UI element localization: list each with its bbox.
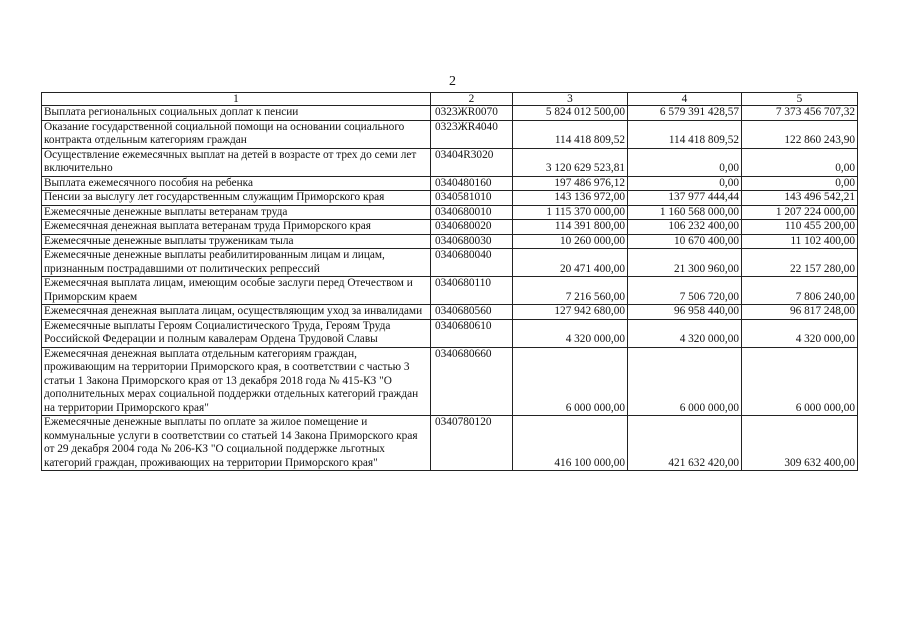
table-row	[42, 191, 858, 206]
row-name: Ежемесячная денежная выплата отдельным категориям граждан, проживающим на территории Приморского края, в соответствии с частью 3 статьи 1 Закона Приморского края от 13 декабря 2018 года № 415-КЗ "О дополнительных мерах социальной поддержки отдельных категорий граждан на территории Приморского края"	[42, 347, 431, 416]
row-value-col3: 114 418 809,52	[513, 120, 628, 148]
row-value-col4: 10 670 400,00	[628, 234, 742, 249]
table-row	[42, 176, 858, 191]
row-value-col5: 110 455 200,00	[742, 220, 858, 235]
row-value-col5: 143 496 542,21	[742, 191, 858, 206]
row-value-col3: 114 391 800,00	[513, 220, 628, 235]
row-value-col5: 7 806 240,00	[742, 277, 858, 305]
row-value-col4: 0,00	[628, 176, 742, 191]
row-value-col5: 122 860 243,90	[742, 120, 858, 148]
table-row	[42, 277, 858, 305]
row-value-col3: 3 120 629 523,81	[513, 148, 628, 176]
table-row	[42, 220, 858, 235]
row-code: 0340780120	[431, 416, 513, 471]
row-code: 0340581010	[431, 191, 513, 206]
row-value-col5: 96 817 248,00	[742, 305, 858, 320]
row-value-col3: 6 000 000,00	[513, 347, 628, 416]
row-value-col4: 0,00	[628, 148, 742, 176]
row-name: Ежемесячные денежные выплаты труженикам тыла	[42, 234, 431, 249]
row-code: 0323ЖR4040	[431, 120, 513, 148]
row-name: Ежемесячные денежные выплаты по оплате за жилое помещение и коммунальные услуги в соответствии со статьей 14 Закона Приморского края от 29 декабря 2004 года № 206-КЗ "О социальной поддержке льготных категорий граждан, проживающих на территории Приморского края"	[42, 416, 431, 471]
row-name: Пенсии за выслугу лет государственным служащим Приморского края	[42, 191, 431, 206]
table-row	[42, 148, 858, 176]
row-value-col3: 127 942 680,00	[513, 305, 628, 320]
row-code: 0340680560	[431, 305, 513, 320]
row-name: Ежемесячные выплаты Героям Социалистического Труда, Героям Труда Российской Федерации и полным кавалерам Ордена Трудовой Славы	[42, 319, 431, 347]
row-name: Ежемесячная выплата лицам, имеющим особые заслуги перед Отечеством и Приморским краем	[42, 277, 431, 305]
column-header: 1	[42, 93, 431, 106]
row-value-col4: 21 300 960,00	[628, 249, 742, 277]
row-value-col5: 309 632 400,00	[742, 416, 858, 471]
row-name: Ежемесячные денежные выплаты реабилитированным лицам и лицам, признанным пострадавшими от политических репрессий	[42, 249, 431, 277]
row-value-col5: 22 157 280,00	[742, 249, 858, 277]
row-code: 0340680610	[431, 319, 513, 347]
row-value-col4: 137 977 444,44	[628, 191, 742, 206]
column-header: 3	[513, 93, 628, 106]
column-header: 4	[628, 93, 742, 106]
row-value-col4: 421 632 420,00	[628, 416, 742, 471]
row-code: 03404R3020	[431, 148, 513, 176]
table-row	[42, 249, 858, 277]
table-row	[42, 205, 858, 220]
row-value-col4: 6 000 000,00	[628, 347, 742, 416]
row-code: 0340680030	[431, 234, 513, 249]
row-value-col4: 7 506 720,00	[628, 277, 742, 305]
row-value-col3: 10 260 000,00	[513, 234, 628, 249]
row-code: 0323ЖR0070	[431, 106, 513, 121]
table-row	[42, 347, 858, 416]
table-row	[42, 120, 858, 148]
column-header: 5	[742, 93, 858, 106]
row-value-col3: 143 136 972,00	[513, 191, 628, 206]
row-code: 0340680020	[431, 220, 513, 235]
row-value-col5: 7 373 456 707,32	[742, 106, 858, 121]
row-value-col5: 11 102 400,00	[742, 234, 858, 249]
row-value-col4: 4 320 000,00	[628, 319, 742, 347]
row-value-col3: 416 100 000,00	[513, 416, 628, 471]
row-value-col3: 5 824 012 500,00	[513, 106, 628, 121]
row-value-col4: 114 418 809,52	[628, 120, 742, 148]
row-value-col4: 106 232 400,00	[628, 220, 742, 235]
row-name: Оказание государственной социальной помощи на основании социального контракта отдельным категориям граждан	[42, 120, 431, 148]
table-row	[42, 234, 858, 249]
page-number: 2	[449, 74, 456, 89]
row-value-col3: 197 486 976,12	[513, 176, 628, 191]
row-name: Ежемесячная денежная выплата лицам, осуществляющим уход за инвалидами	[42, 305, 431, 320]
column-header: 2	[431, 93, 513, 106]
header-row	[42, 93, 858, 106]
row-value-col5: 0,00	[742, 148, 858, 176]
row-value-col3: 20 471 400,00	[513, 249, 628, 277]
budget-table	[41, 92, 858, 471]
row-value-col5: 1 207 224 000,00	[742, 205, 858, 220]
row-value-col5: 6 000 000,00	[742, 347, 858, 416]
row-name: Ежемесячные денежные выплаты ветеранам труда	[42, 205, 431, 220]
row-name: Осуществление ежемесячных выплат на детей в возрасте от трех до семи лет включительно	[42, 148, 431, 176]
table-row	[42, 305, 858, 320]
table-row	[42, 106, 858, 121]
row-code: 0340480160	[431, 176, 513, 191]
row-value-col5: 0,00	[742, 176, 858, 191]
row-code: 0340680040	[431, 249, 513, 277]
row-value-col3: 1 115 370 000,00	[513, 205, 628, 220]
row-value-col4: 1 160 568 000,00	[628, 205, 742, 220]
row-value-col3: 4 320 000,00	[513, 319, 628, 347]
row-code: 0340680660	[431, 347, 513, 416]
row-value-col4: 96 958 440,00	[628, 305, 742, 320]
table-row	[42, 416, 858, 471]
row-value-col5: 4 320 000,00	[742, 319, 858, 347]
row-name: Выплата ежемесячного пособия на ребенка	[42, 176, 431, 191]
row-name: Выплата региональных социальных доплат к пенсии	[42, 106, 431, 121]
row-code: 0340680010	[431, 205, 513, 220]
table-row	[42, 319, 858, 347]
row-code: 0340680110	[431, 277, 513, 305]
row-value-col4: 6 579 391 428,57	[628, 106, 742, 121]
row-value-col3: 7 216 560,00	[513, 277, 628, 305]
row-name: Ежемесячная денежная выплата ветеранам труда Приморского края	[42, 220, 431, 235]
